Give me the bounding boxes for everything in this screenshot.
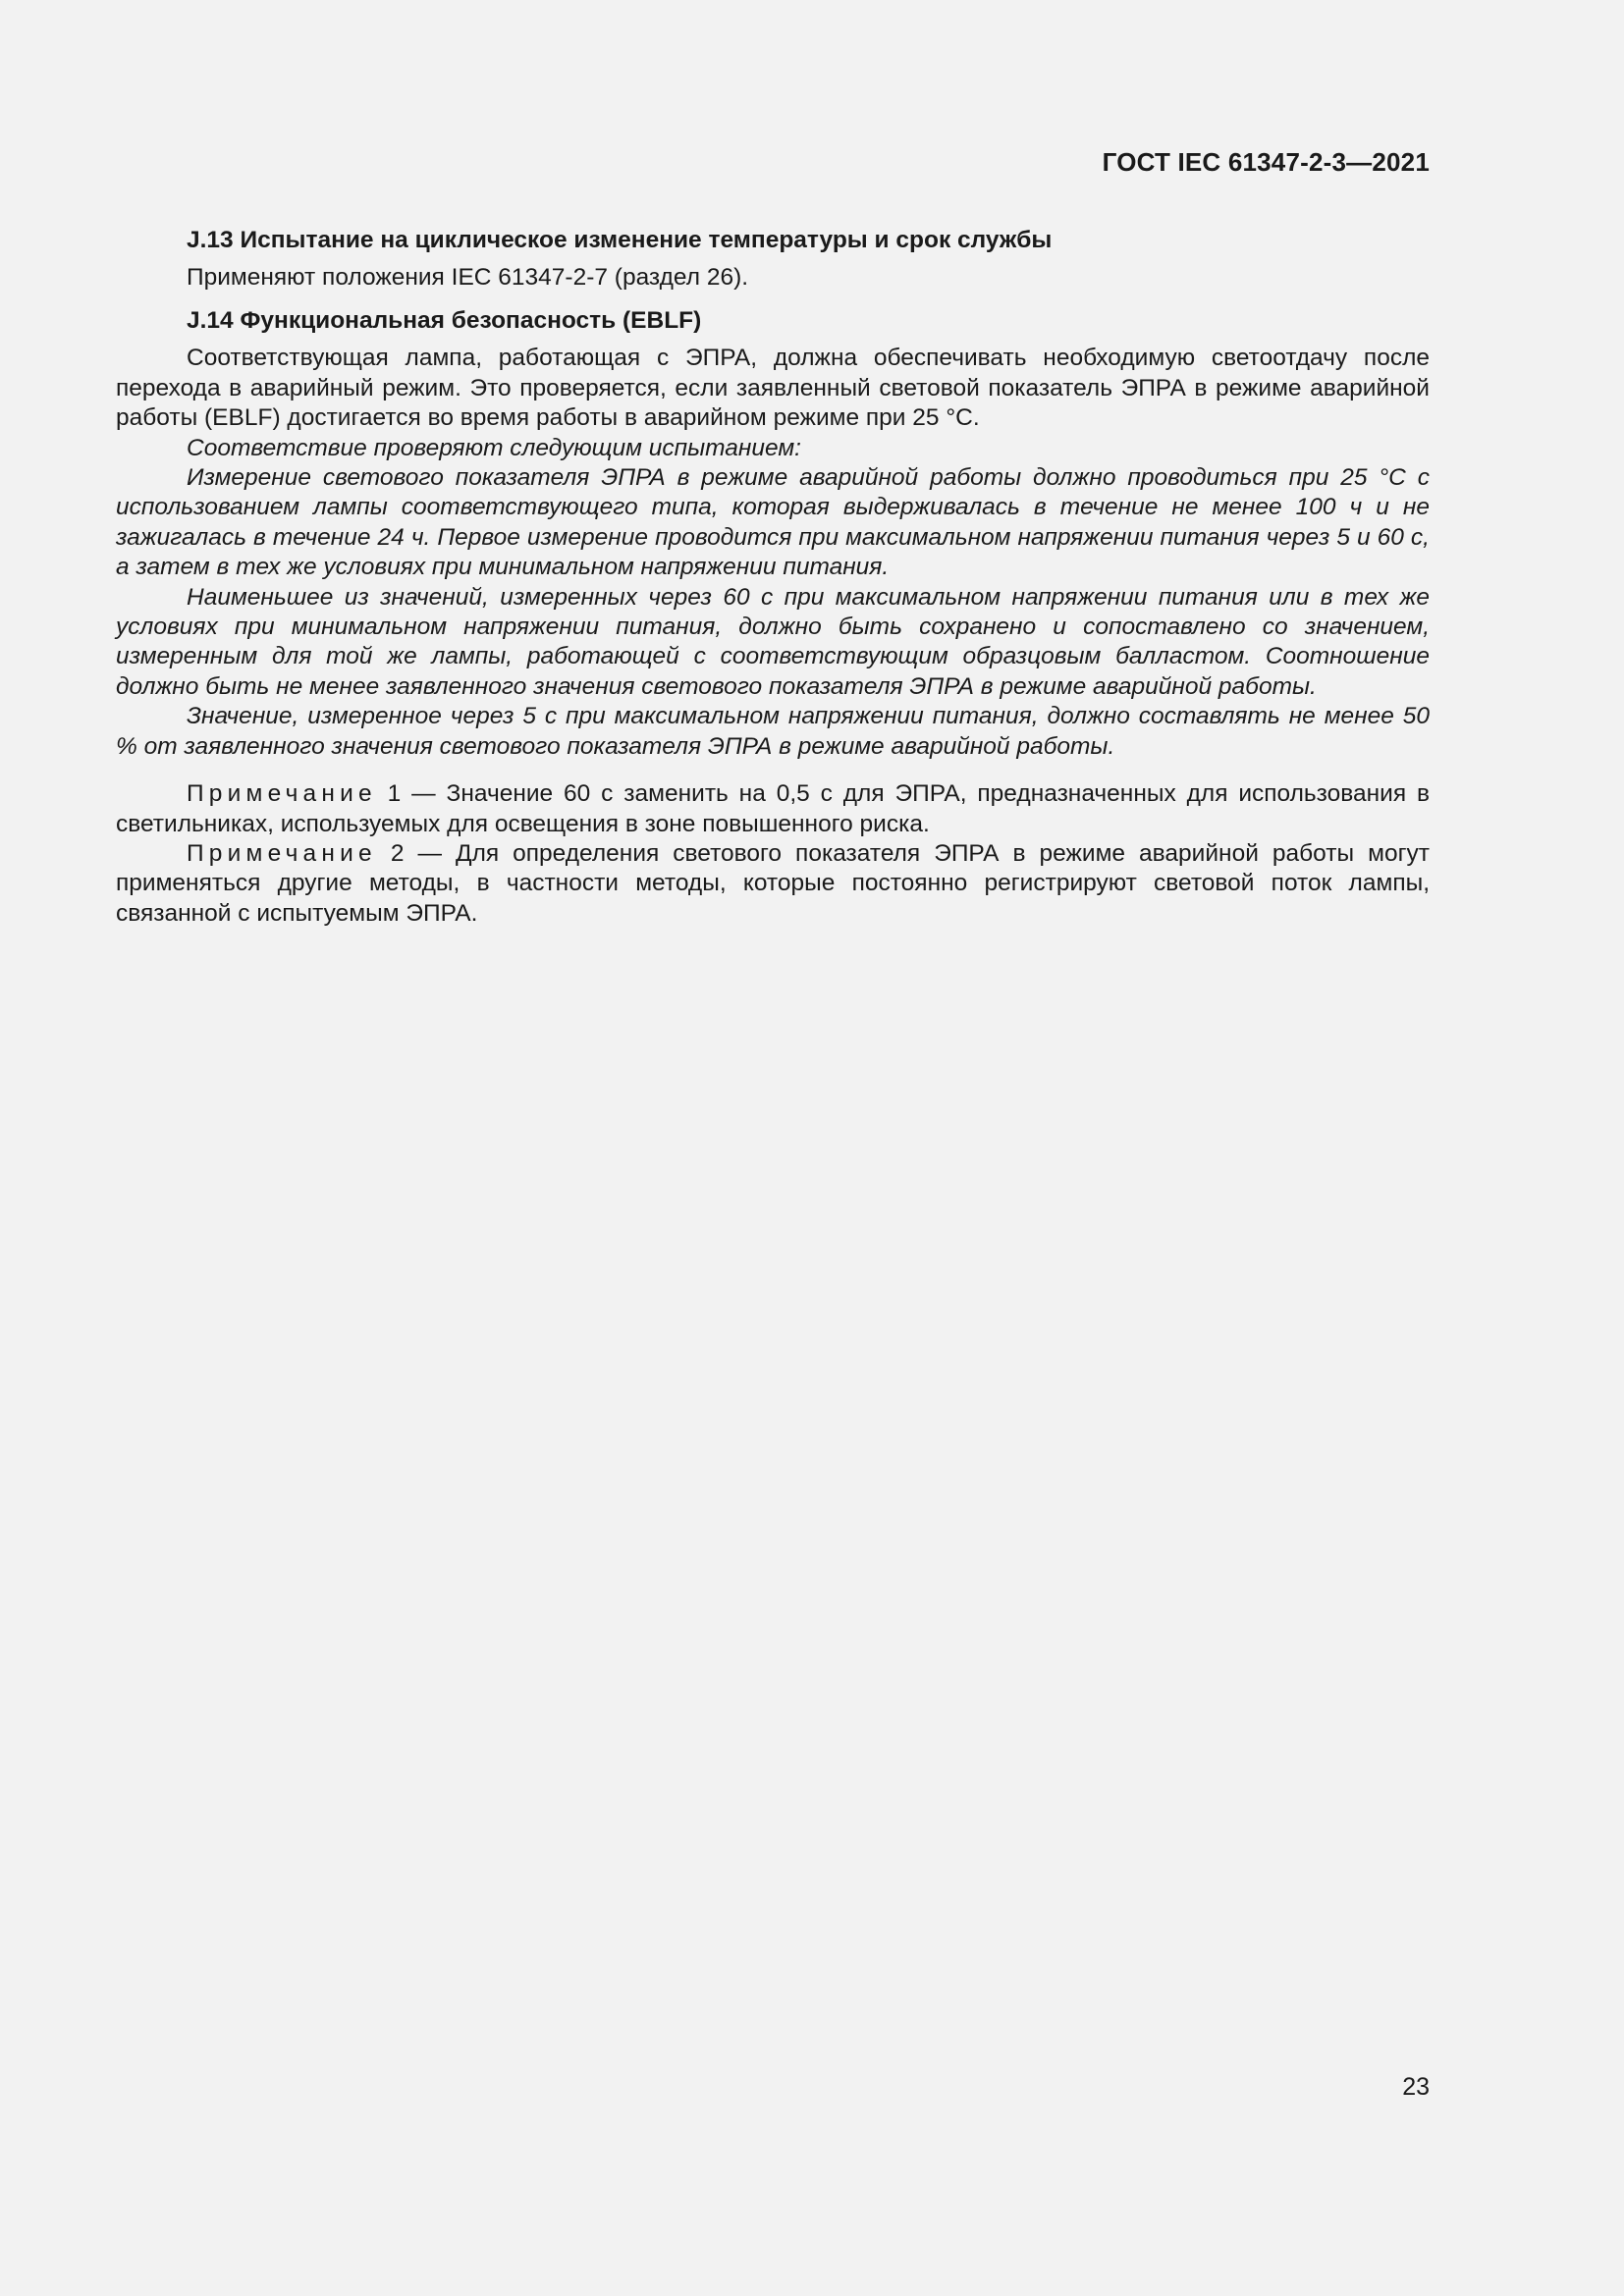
section-j14-test-5s-value: Значение, измеренное через 5 с при максимальном напряжении питания, должно составлять не менее 50 % от заявленного значения светового показателя ЭПРА в режиме аварийной работы.	[116, 703, 1430, 760]
section-j13-text: Применяют положения IEC 61347-2-7 (раздел 26).	[187, 264, 749, 291]
page-number: 23	[1402, 2073, 1430, 2101]
note-1-label: Примечание	[187, 780, 377, 808]
note-2-label: Примечание	[187, 839, 377, 867]
document-code-header: ГОСТ IEC 61347-2-3—2021	[1102, 147, 1430, 177]
note-2-text: 2 — Для определения светового показателя ЭПРА в режиме аварийной работы могут применяться другие методы, в частности методы, которые постоянно регистрируют световой поток лампы, связанной с испытуемым ЭПРА.	[116, 839, 1430, 927]
section-j14-paragraph-1: Соответствующая лампа, работающая с ЭПРА, должна обеспечивать необходимую светоотдачу после перехода в аварийный режим. Это проверяется, если заявленный световой показатель ЭПРА в режиме аварийной работы (EBLF) достигается во время работы в аварийном режиме при 25 °С.	[116, 345, 1430, 432]
section-j14-test-ratio: Наименьшее из значений, измеренных через 60 с при максимальном напряжении питания или в тех же условиях при минимальном напряжении питания, должно быть сохранено и сопоставлено со значением, измеренным для той же лампы, работающей с соответствующим образцовым балластом. Соотношение должно быть не менее заявленного значения светового показателя ЭПРА в режиме аварийной работы.	[116, 583, 1430, 700]
section-j14-heading: J.14 Функциональная безопасность (EBLF)	[187, 307, 702, 335]
section-j13-heading: J.13 Испытание на циклическое изменение температуры и срок службы	[187, 227, 1053, 253]
note-1-text: 1 — Значение 60 с заменить на 0,5 с для ЭПРА, предназначенных для использования в светильниках, используемых для освещения в зоне повышенного риска.	[116, 780, 1430, 837]
section-j14-compliance-intro: Соответствие проверяют следующим испытанием:	[187, 434, 801, 461]
note-2	[116, 839, 1430, 929]
note-1	[116, 779, 1430, 839]
section-j14-test-measurement: Измерение светового показателя ЭПРА в режиме аварийной работы должно проводиться при 25 °С с использованием лампы соответствующего типа, которая выдерживалась в течение не менее 100 ч и не зажигалась в течение 24 ч. Первое измерение проводится при максимальном напряжении питания через 5 и 60 с, а затем в тех же условиях при минимальном напряжении питания.	[116, 464, 1430, 581]
document-body	[116, 224, 1430, 929]
